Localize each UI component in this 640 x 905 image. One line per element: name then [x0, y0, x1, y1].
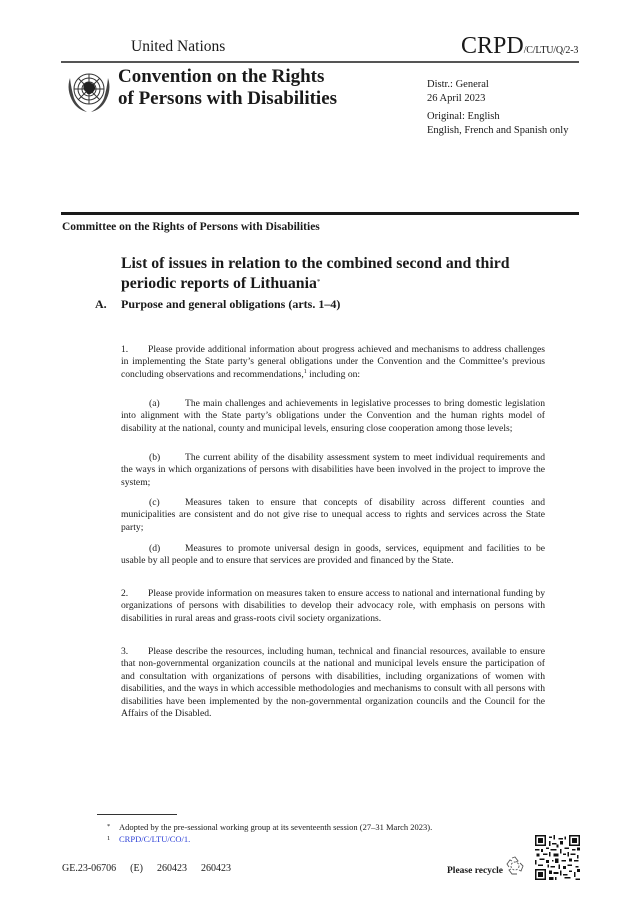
paragraph-3: [121, 646, 545, 720]
footnote-ref[interactable]: 1: [303, 368, 307, 375]
subparagraph-text: Measures taken to ensure that concepts of disability across different counties and municipalities are consistent and do not give rise to unequal access to rights and services across the State party;: [121, 497, 545, 533]
paragraph-text: Please describe the resources, including human, technical and financial resources, available to ensure that non-governmental organization councils at the national and municipal levels ensure the participation of and consultation with organizations of persons with disabilities, including organizations of women with disabilities, and the ways in which accessible methodologies and mechanisms to consult with all persons with disabilities have been implemented by the non-governmental organization councils and the Council for the Affairs of the Disabled.: [121, 646, 545, 720]
recycle-icon: [504, 855, 526, 877]
paragraph-text: Please provide additional information about progress achieved and mechanisms to address challenges in implementing the State party’s general obligations under the Convention and the Committee’s previous concluding observations and recommendations,: [121, 344, 545, 380]
convention-title-line2: of Persons with Disabilities: [118, 88, 338, 109]
language-code: (E): [130, 863, 143, 874]
paragraph-text-after: including on:: [306, 368, 361, 380]
committee-rule: [61, 212, 579, 215]
paragraph-number: 2.: [121, 588, 129, 599]
paragraph-2: [121, 588, 545, 625]
title-footnote-mark[interactable]: *: [316, 278, 321, 286]
subparagraph-c: [121, 497, 545, 534]
committee-name: Committee on the Rights of Persons with Disabilities: [62, 221, 320, 233]
subparagraph-text: Measures to promote universal design in goods, services, equipment and facilities to be usable by all people and to ensure that services are provided and financed by the State.: [121, 543, 545, 567]
convention-title-line1: Convention on the Rights: [118, 66, 325, 87]
document-symbol: [461, 33, 578, 64]
document-title-line1: List of issues in relation to the combined second and third: [121, 255, 510, 272]
print-date-1: 260423: [156, 863, 187, 874]
subparagraph-label: (a): [149, 398, 160, 409]
section-letter: A.: [95, 297, 107, 311]
footnote-separator: [97, 814, 177, 815]
convention-title: [118, 66, 337, 110]
subparagraph-label: (d): [149, 543, 161, 554]
un-emblem-icon: [64, 66, 114, 116]
paragraph-text: Please provide information on measures taken to ensure access to national and international funding by organizations of persons with disabilities to develop their advocacy role, with emphasis on persons with disabilities in rural areas and grass-roots civil society organizations.: [121, 588, 545, 624]
available-languages: English, French and Spanish only: [427, 125, 569, 136]
distribution-info: [427, 78, 489, 106]
footnote-mark: *: [107, 823, 111, 830]
distribution: Distr.: General: [427, 79, 489, 90]
subparagraph-d: [121, 543, 545, 568]
footnote-mark: 1: [107, 835, 111, 842]
recycle-label: Please recycle: [447, 866, 503, 876]
section-title: Purpose and general obligations (arts. 1–4): [121, 297, 341, 311]
original-language: Original: English: [427, 111, 500, 122]
header-rule: [61, 61, 579, 63]
subparagraph-a: [121, 398, 545, 435]
footnote-1: [107, 833, 190, 845]
subparagraph-label: (c): [149, 497, 160, 508]
subparagraph-label: (b): [149, 452, 161, 463]
paragraph-1: [121, 344, 545, 381]
print-date-2: 260423: [200, 863, 231, 874]
document-title-line2: periodic reports of Lithuania: [121, 275, 317, 292]
paragraph-number: 1.: [121, 344, 129, 355]
subparagraph-text: The main challenges and achievements in legislative processes to bring domestic legislation into alignment with the State party’s obligations under the Convention and the human rights model of disability at the national, county and municipal levels, ensuring close cooperation among those levels;: [121, 398, 545, 434]
subparagraph-b: [121, 452, 545, 489]
document-title: [121, 254, 510, 293]
footnote-star: [107, 821, 432, 833]
subparagraph-text: The current ability of the disability assessment system to meet individual requirements and the ways in which organizations of persons with disabilities have been involved in the project to improve the system;: [121, 452, 545, 488]
language-info: [427, 110, 568, 138]
footnote-link[interactable]: CRPD/C/LTU/CO/1.: [119, 834, 191, 844]
organization-name: United Nations: [131, 38, 226, 55]
section-heading: [95, 297, 340, 312]
job-number: GE.23-06706: [62, 863, 117, 874]
issue-date: 26 April 2023: [427, 93, 486, 104]
paragraph-number: 3.: [121, 646, 129, 657]
symbol-suffix: /C/LTU/Q/2-3: [523, 45, 579, 56]
qr-code-icon[interactable]: [535, 833, 580, 882]
job-number-line: [62, 863, 245, 874]
symbol-main: CRPD: [461, 33, 524, 59]
footnote-text: Adopted by the pre-sessional working group at its seventeenth session (27–31 March 2023).: [119, 822, 433, 832]
